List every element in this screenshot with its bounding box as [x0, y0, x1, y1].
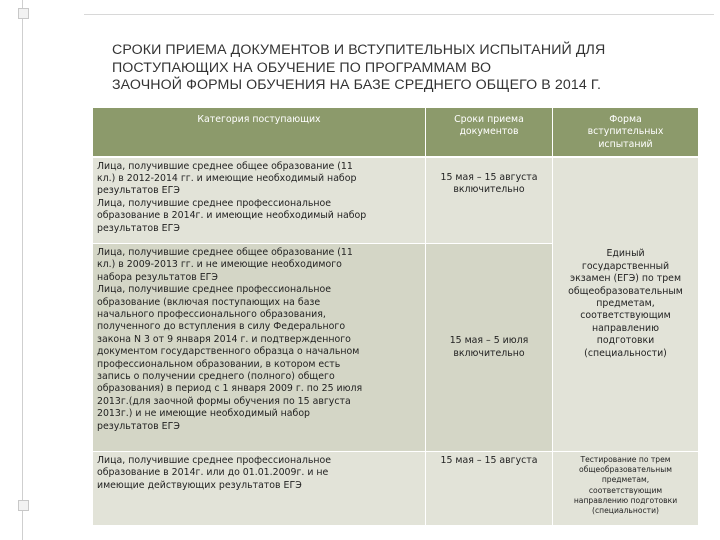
header-period-line: документов — [459, 126, 519, 138]
cell-line: (специальности) — [592, 506, 659, 516]
admission-schedule-table — [92, 107, 699, 526]
cell-line: документом государственного образца о начальном — [97, 346, 360, 358]
header-form-line: Форма — [609, 114, 642, 125]
title-line: ЗАОЧНОЙ ФОРМЫ ОБУЧЕНИЯ НА БАЗЕ СРЕДНЕГО ОБЩЕГО В 2014 Г. — [112, 77, 601, 93]
table-header-row — [93, 108, 699, 157]
cell-line: 15 мая – 5 июля — [449, 335, 529, 347]
top-decorative-rule — [84, 14, 714, 15]
cell-line: подготовки — [596, 335, 655, 347]
title-line: ПОСТУПАЮЩИХ НА ОБУЧЕНИЕ ПО ПРОГРАММАМ ВО — [112, 59, 492, 76]
row1-category — [93, 157, 426, 244]
cell-line: запись о получении среднего (полного) общего — [97, 371, 335, 383]
cell-line: результатов ЕГЭ — [97, 185, 180, 197]
cell-line: (специальности) — [584, 347, 667, 359]
cell-line: предметам, — [596, 298, 655, 310]
cell-line: направлению подготовки — [573, 495, 678, 505]
table-row — [93, 157, 699, 244]
row3-period — [426, 452, 553, 526]
left-decorative-rule — [22, 0, 23, 540]
cell-line: общеобразовательным — [579, 465, 672, 475]
header-form-line: испытаний — [598, 138, 653, 150]
merged-form-cell — [553, 157, 699, 452]
cell-line: закона N 3 от 9 января 2014 г. и подтвержденного — [97, 333, 351, 345]
header-form-line: вступительных — [587, 126, 664, 138]
header-form — [553, 108, 699, 157]
cell-line: государственный — [581, 260, 670, 272]
row2-category — [93, 244, 426, 452]
cell-line: 2013г.(для заочной формы обучения по 15 августа — [97, 395, 351, 407]
cell-line: Лица, получившие среднее профессиональное — [97, 455, 331, 466]
cell-line: соответствующим — [588, 485, 663, 495]
slide-title — [112, 42, 682, 95]
cell-line: имеющие действующих результатов ЕГЭ — [97, 479, 302, 491]
cell-line: кл.) в 2009-2013 гг. и не имеющие необходимого — [97, 259, 342, 271]
cell-line: начального профессионального образования, — [97, 309, 326, 321]
cell-line: профессиональном образовании, в котором есть — [97, 358, 341, 370]
cell-line: набора результатов ЕГЭ — [97, 271, 218, 283]
cell-line: Лица, получившие среднее общее образование (11 — [97, 247, 353, 258]
cell-line: результатов ЕГЭ — [97, 222, 180, 234]
cell-line: направлению — [591, 322, 660, 334]
cell-line: экзамен (ЕГЭ) по трем — [569, 273, 682, 285]
title-line: СРОКИ ПРИЕМА ДОКУМЕНТОВ И ВСТУПИТЕЛЬНЫХ ИСПЫТАНИЙ ДЛЯ — [112, 42, 606, 58]
cell-line: Лица, получившие среднее общее образование (11 — [97, 160, 353, 172]
row3-form — [553, 452, 699, 526]
header-period — [426, 108, 553, 157]
decorative-square-top — [18, 8, 29, 19]
cell-line: 2013г.) и не имеющие необходимый набор — [97, 408, 311, 420]
cell-line: кл.) в 2012-2014 гг. и имеющие необходимый набор — [97, 172, 357, 184]
decorative-square-bottom — [18, 500, 29, 511]
table-row — [93, 452, 699, 526]
row1-period — [426, 157, 553, 244]
cell-line: образования) в период с 1 января 2009 г. по 25 июля — [97, 383, 363, 395]
cell-line: 15 мая – 15 августа — [440, 455, 538, 466]
cell-line: включительно — [453, 347, 525, 359]
header-category-label: Категория поступающих — [197, 114, 321, 125]
cell-line: Лица, получившие среднее профессиональное — [97, 197, 331, 209]
header-category — [93, 108, 426, 157]
cell-line: образование (включая поступающих на базе — [97, 296, 321, 308]
cell-line: Лица, получившие среднее профессиональное — [97, 284, 331, 296]
cell-line: результатов ЕГЭ — [97, 420, 180, 432]
cell-line: Тестирование по трем — [580, 455, 671, 464]
header-period-line: Сроки приема — [454, 114, 524, 125]
cell-line: образование в 2014г. и имеющие необходимый набор — [97, 210, 367, 222]
row2-period — [426, 244, 553, 452]
cell-line: полученного до вступления в силу Федерального — [97, 321, 346, 333]
cell-line: включительно — [453, 183, 525, 195]
cell-line: предметам, — [601, 475, 650, 485]
cell-line: 15 мая – 15 августа — [440, 171, 538, 183]
cell-line: соответствующим — [580, 310, 671, 322]
row3-category — [93, 452, 426, 526]
cell-line: образование в 2014г. или до 01.01.2009г. и не — [97, 467, 329, 479]
cell-line: Единый — [606, 248, 645, 260]
cell-line: общеобразовательным — [568, 285, 683, 297]
